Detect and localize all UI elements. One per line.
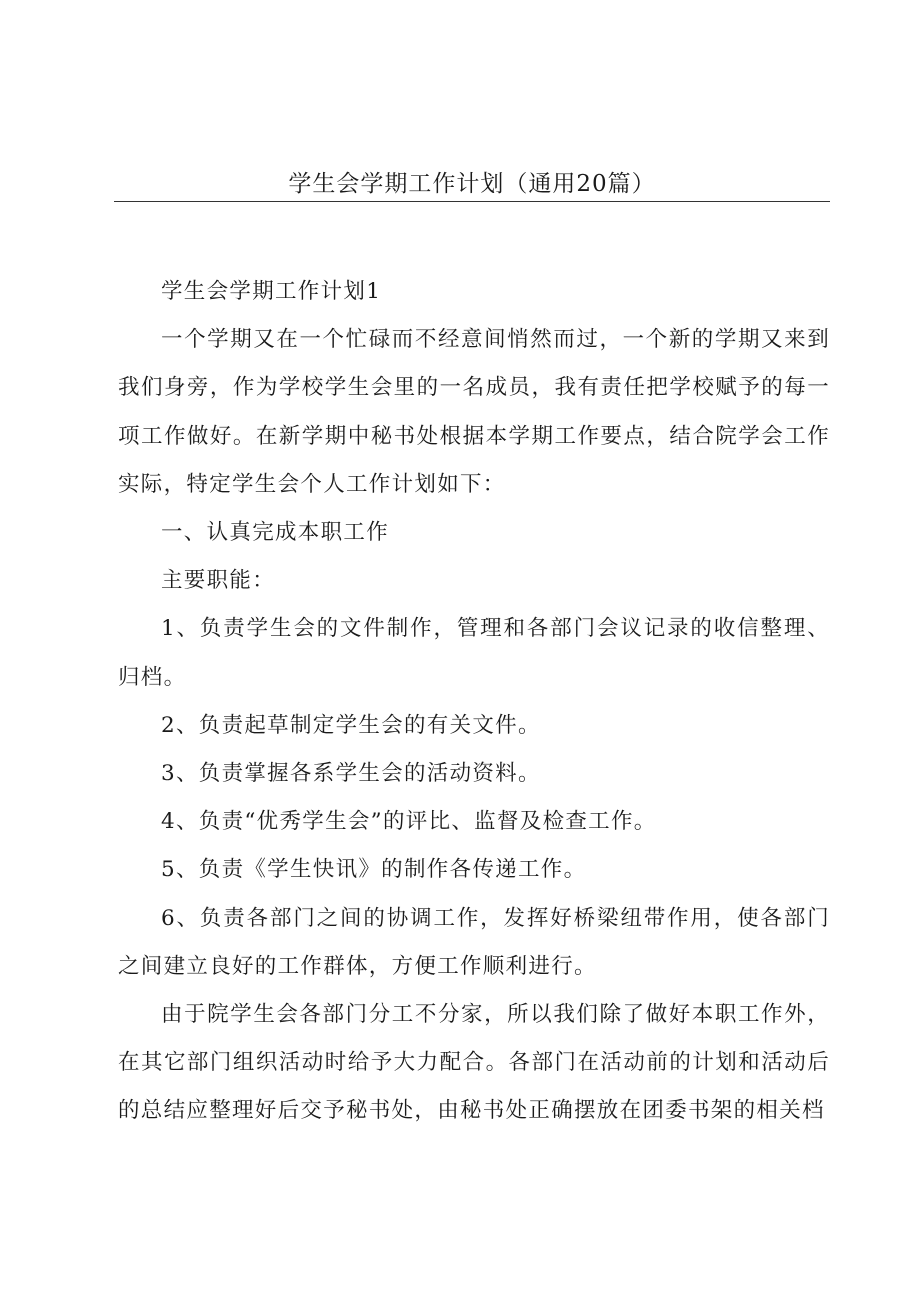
document-body [118, 268, 830, 1136]
paragraph-duty-1: 1、负责学生会的文件制作，管理和各部门会议记录的收信整理、归档。 [118, 616, 830, 690]
paragraph-duty-3: 3、负责掌握各系学生会的活动资料。 [161, 761, 541, 787]
paragraph-duty-5: 5、负责《学生快讯》的制作各传递工作。 [161, 857, 587, 883]
title-underline [114, 201, 830, 202]
paragraph-duty-2: 2、负责起草制定学生会的有关文件。 [161, 712, 541, 738]
paragraph-item-heading: 一、认真完成本职工作 [161, 520, 390, 546]
paragraph-duty-6: 6、负责各部门之间的协调工作，发挥好桥梁纽带作用，使各部门之间建立良好的工作群体，方便工作顺利进行。 [118, 905, 830, 979]
paragraph-functions-label: 主要职能： [161, 568, 276, 594]
paragraph-intro: 一个学期又在一个忙碌而不经意间悄然而过，一个新的学期又来到我们身旁，作为学校学生会里的一名成员，我有责任把学校赋予的每一项工作做好。在新学期中秘书处根据本学期工作要点，结合院学会工作实际，特定学生会个人工作计划如下： [118, 327, 830, 497]
document-title: 学生会学期工作计划（通用20篇） [288, 171, 656, 197]
paragraph-duty-4: 4、负责“优秀学生会”的评比、监督及检查工作。 [161, 809, 657, 835]
section-heading: 学生会学期工作计划1 [161, 279, 382, 304]
paragraph-cooperation: 由于院学生会各部门分工不分家，所以我们除了做好本职工作外，在其它部门组织活动时给予大力配合。各部门在活动前的计划和活动后的总结应整理好后交予秘书处，由秘书处正确摆放在团委书架的相关档 [118, 1002, 830, 1124]
